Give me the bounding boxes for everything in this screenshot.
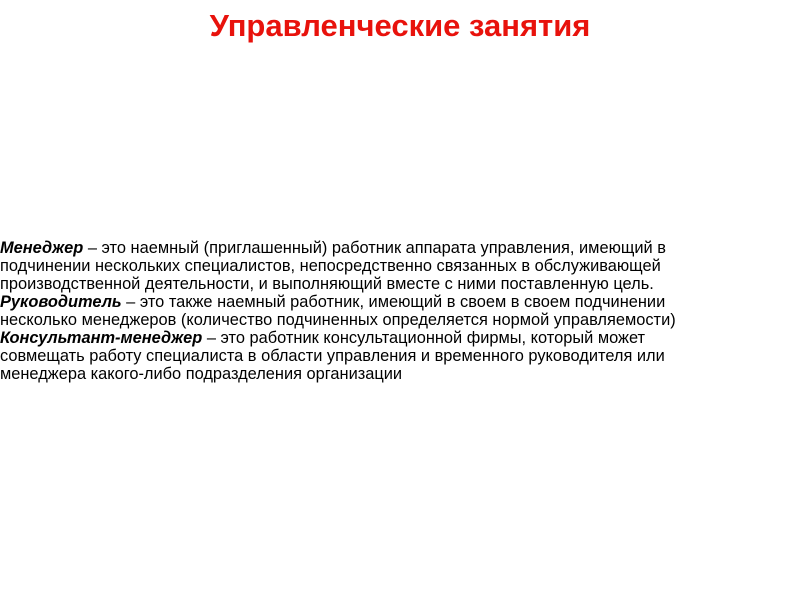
definition-line: производственной деятельности, и выполняющий вместе с ними поставленную цель. [0,275,654,293]
definition-line: менеджера какого-либо подразделения организации [0,365,403,383]
definition-line [0,329,800,347]
definitions-text [0,239,800,383]
term-manager: Менеджер [0,239,84,257]
definition-text: – это работник консультационной фирмы, который может [202,329,646,347]
term-head: Руководитель [0,293,122,311]
definition-line [0,293,800,311]
definition-line [0,239,800,257]
definition-line: несколько менеджеров (количество подчиненных определяется нормой управляемости) [0,311,676,329]
definition-head [0,293,800,329]
slide-title: Управленческие занятия [209,8,591,43]
definition-text: – это также наемный работник, имеющий в своем в своем подчинении [121,293,666,311]
definition-text: – это наемный (приглашенный) работник аппарата управления, имеющий в [83,239,666,257]
definition-line: подчинении нескольких специалистов, непосредственно связанных в обслуживающей [0,257,661,275]
term-consultant: Консультант-менеджер [0,329,203,347]
definition-manager [0,239,800,293]
definition-consultant [0,329,800,383]
definition-line: совмещать работу специалиста в области управления и временного руководителя или [0,347,665,365]
